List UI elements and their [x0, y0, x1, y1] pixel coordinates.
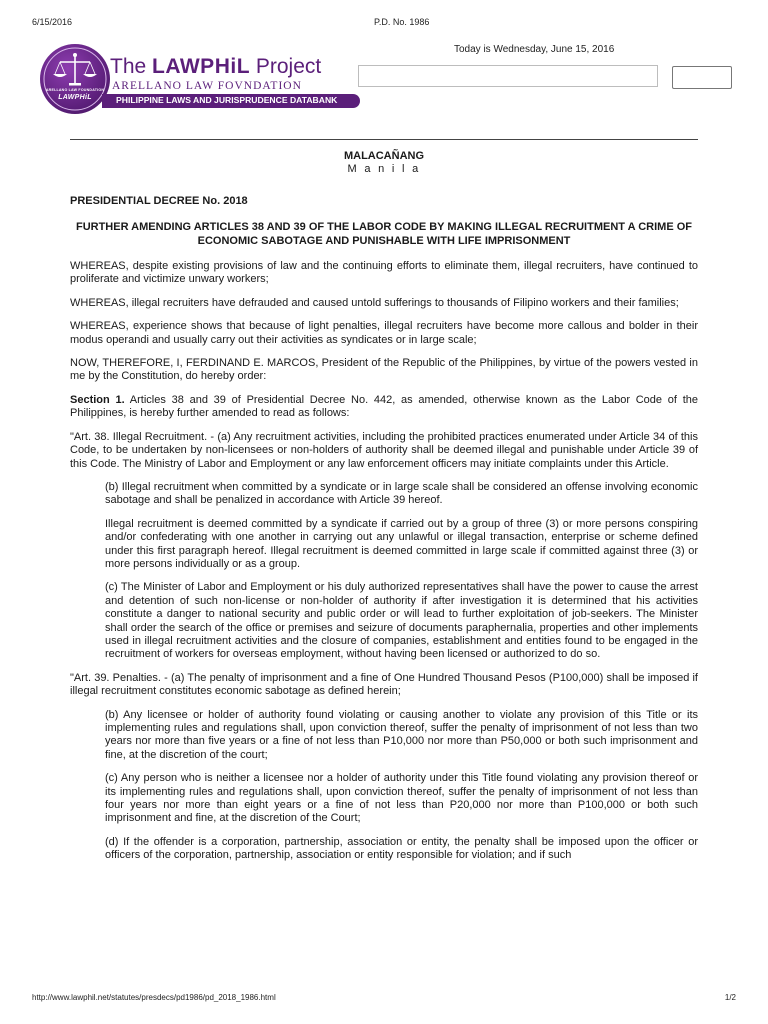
search-button[interactable] [672, 66, 732, 89]
search-input[interactable] [358, 65, 658, 87]
scales-of-justice-icon [40, 44, 110, 114]
print-footer [32, 993, 736, 1005]
print-header [32, 17, 736, 29]
print-page-title: P.D. No. 1986 [374, 17, 430, 27]
print-page-number: 1/2 [724, 993, 736, 1002]
section-1-text: Articles 38 and 39 of Presidential Decree No. 442, as amended, otherwise known as the Labor Code of the Philippines, is hereby further amended to read as follows: [70, 393, 698, 420]
seal-brand: LAWPHiL [58, 94, 92, 101]
office-heading: MALACAÑANG [343, 150, 425, 162]
logo-project: Project [250, 55, 322, 78]
logo-the: The [110, 55, 153, 78]
article-38-c: (c) The Minister of Labor and Employment or his duly authorized representatives shall have the power to cause the arrest and detention of such non-license or non-holder of authority if after investigation it is determined that his activities constitute a danger to national security and public order or will lead to further exploitation of job-seekers. The Minister shall order the search of the office or premises and seizure of documents paraphernalia, properties and other implements used in illegal recruitment activities and the closure of companies, establishment and entities found to be engaged in the recruitment of workers for overseas employment, without having been licensed or authorized to do so. [105, 581, 698, 661]
now-therefore-clause: NOW, THEREFORE, I, FERDINAND E. MARCOS, President of the Republic of the Philippines, by virtue of the powers vested in me by the Constitution, do hereby order: [70, 357, 698, 383]
article-39-b: (b) Any licensee or holder of authority found violating or causing another to violate any provision of this Title or its implementing rules and regulations shall, upon conviction thereof, suffer the penalty of imprisonment of not less than two years nor more than five years or a fine of not less than P10,000 nor more than P50,000 or both such imprisonment and fine, at the discretion of the court; [105, 708, 698, 761]
whereas-clause-2: WHEREAS, illegal recruiters have defrauded and caused untold sufferings to thousands of Filipino workers and their families; [70, 296, 679, 309]
section-1 [70, 394, 698, 421]
arellano-seal-icon [40, 44, 110, 114]
seal-caption: ARELLANO LAW FOUNDATION [45, 88, 105, 92]
article-39-c: (c) Any person who is neither a licensee nor a holder of authority under this Title found violating any provision thereof or its implementing rules and regulations shall, upon conviction thereof, suffer the penalty of imprisonment of not less than four years nor more than eight years or a fine of not less than P20,000 nor more than P100,000 or both such imprisonment and fine, at the discretion of the Court; [105, 772, 698, 825]
decree-document [70, 150, 698, 873]
decree-number: PRESIDENTIAL DECREE No. 2018 [70, 194, 248, 207]
header-divider [70, 139, 698, 140]
whereas-clause-3: WHEREAS, experience shows that because of light penalties, illegal recruiters have become more callous and bolder in their modus operandi and usually carry out their activities as syndicates or in large scale; [70, 320, 698, 346]
print-date: 6/15/2016 [32, 17, 73, 27]
today-date: Today is Wednesday, June 15, 2016 [454, 44, 615, 55]
lawphil-logo[interactable] [40, 42, 360, 116]
city-heading: M a n i l a [347, 163, 421, 176]
print-url: http://www.lawphil.net/statutes/presdecs/pd1986/pd_2018_1986.html [32, 993, 276, 1002]
logo-brand: LAWPHiL [152, 55, 251, 78]
decree-subject: FURTHER AMENDING ARTICLES 38 AND 39 OF THE LABOR CODE BY MAKING ILLEGAL RECRUITMENT A CRIME OF ECONOMIC SABOTAGE AND PUNISHABLE WITH LIFE IMPRISONMENT [75, 221, 693, 247]
article-38-b-definition: Illegal recruitment is deemed committed by a syndicate if carried out by a group of three (3) or more persons conspiring and/or confederating with one another in carrying out any unlawful or illegal transaction, enterprise or scheme defined under this first paragraph hereof. Illegal recruitment is deemed committed in large scale if committed against three (3) or more persons individually or as a group. [105, 517, 698, 570]
whereas-clause-1: WHEREAS, despite existing provisions of law and the continuing efforts to eliminate them, illegal recruiters, have continued to proliferate and victimize unwary workers; [70, 260, 698, 286]
article-38-a: "Art. 38. Illegal Recruitment. - (a) Any recruitment activities, including the prohibited practices enumerated under Article 34 of this Code, to be undertaken by non-licensees or non-holders of authority shall be deemed illegal and punishable under Article 39 of this Code. The Ministry of Labor and Employment or any law enforcement officers may initiate complaints under this Article. [70, 430, 698, 470]
section-1-label: Section 1. [70, 393, 125, 406]
logo-subtitle: ARELLANO LAW FOVNDATION [112, 80, 302, 92]
article-38-b: (b) Illegal recruitment when committed by a syndicate or in large scale shall be considered an offense involving economic sabotage and shall be penalized in accordance with Article 39 hereof. [105, 480, 698, 507]
article-39-a: "Art. 39. Penalties. - (a) The penalty of imprisonment and a fine of One Hundred Thousand Pesos (P100,000) shall be imposed if illegal recruitment constitutes economic sabotage as defined herein; [70, 671, 698, 698]
logo-title [110, 55, 321, 79]
article-39-d: (d) If the offender is a corporation, partnership, association or entity, the penalty shall be imposed upon the officer or officers of the corporation, partnership, association or entity responsible for violation; and if such [105, 835, 698, 862]
logo-band-text: PHILIPPINE LAWS AND JURISPRUDENCE DATABANK [116, 95, 338, 105]
logo-band [102, 94, 360, 108]
